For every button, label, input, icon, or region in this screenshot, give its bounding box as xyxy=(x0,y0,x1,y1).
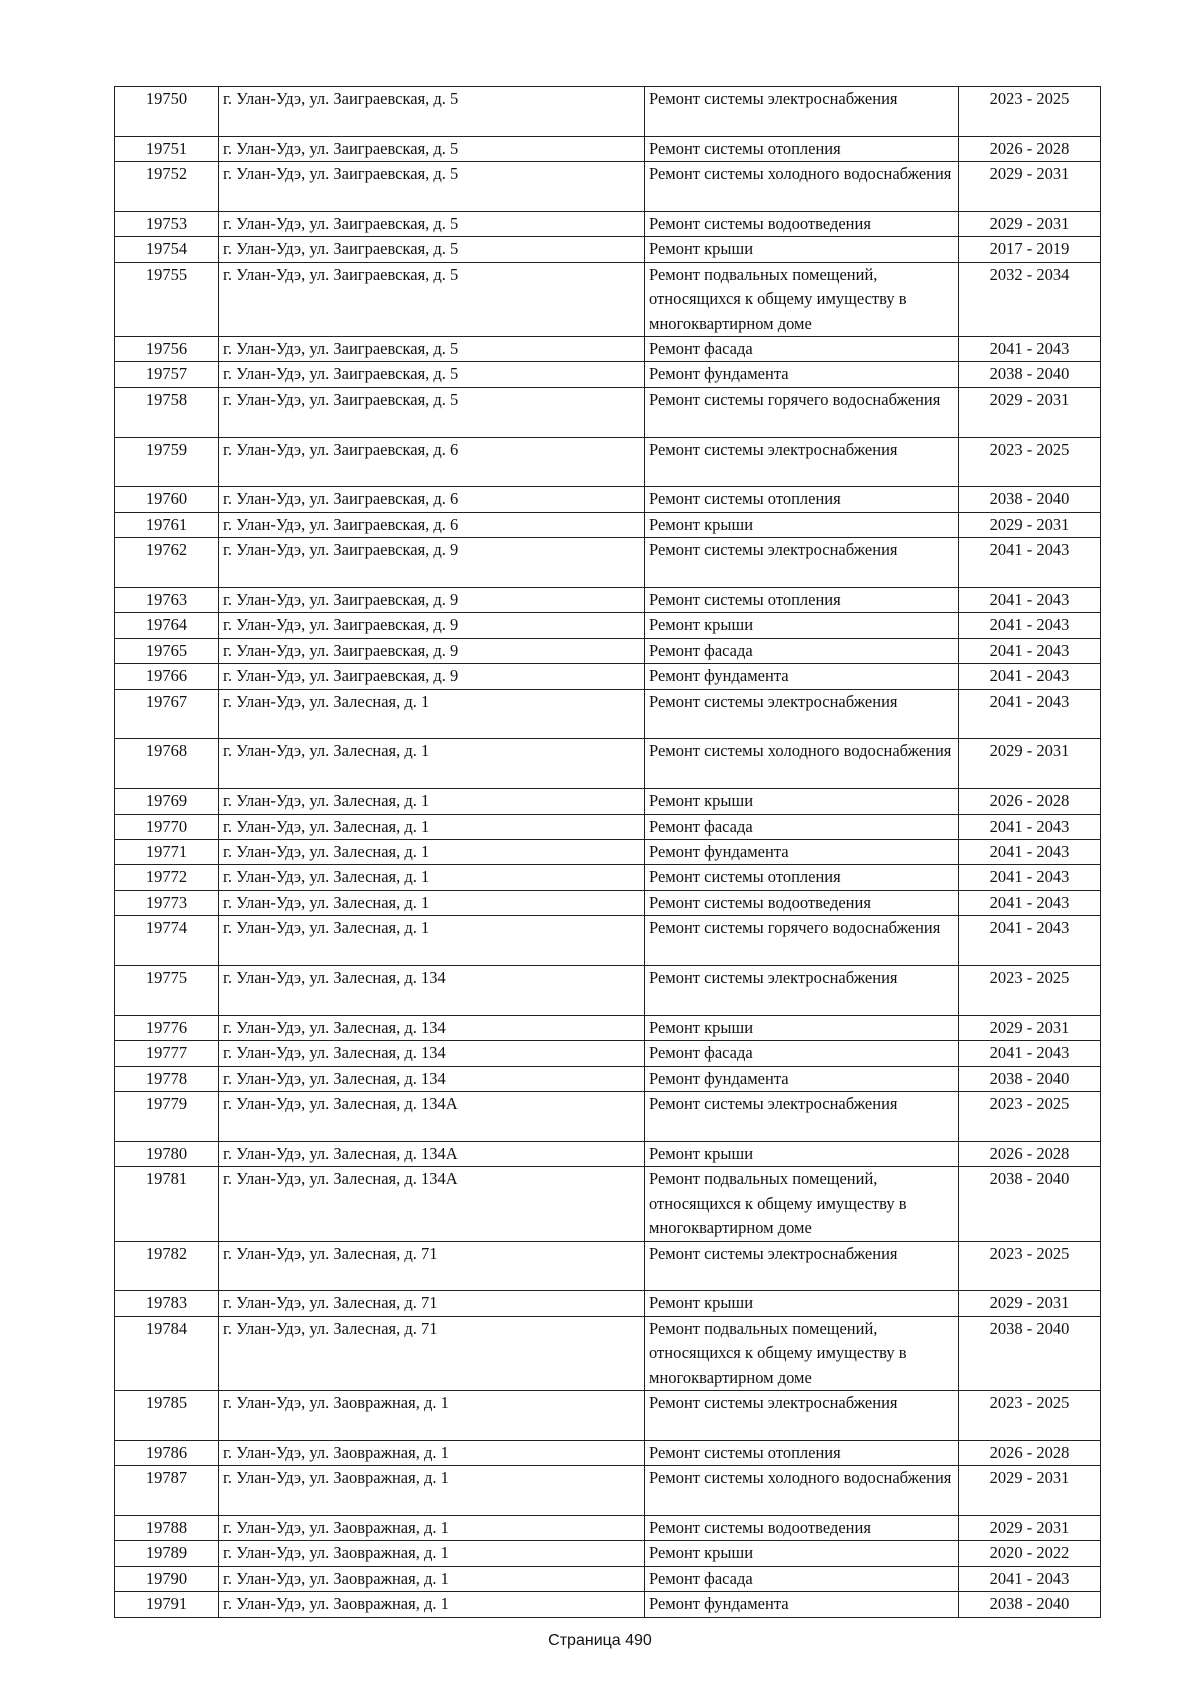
address-cell: г. Улан-Удэ, ул. Залесная, д. 71 xyxy=(219,1316,645,1390)
row-number-cell: 19783 xyxy=(115,1291,219,1316)
row-number-cell: 19757 xyxy=(115,362,219,387)
table-row xyxy=(115,1041,1101,1066)
row-number-cell: 19775 xyxy=(115,966,219,1016)
row-number-cell: 19770 xyxy=(115,814,219,839)
work-type-cell: Ремонт крыши xyxy=(645,613,959,638)
period-cell: 2029 - 2031 xyxy=(959,1015,1101,1040)
work-type-cell: Ремонт крыши xyxy=(645,512,959,537)
address-cell: г. Улан-Удэ, ул. Заиграевская, д. 9 xyxy=(219,613,645,638)
row-number-cell: 19784 xyxy=(115,1316,219,1390)
period-cell: 2041 - 2043 xyxy=(959,1566,1101,1591)
work-type-cell: Ремонт системы водоотведения xyxy=(645,890,959,915)
address-cell: г. Улан-Удэ, ул. Заиграевская, д. 5 xyxy=(219,136,645,161)
work-type-cell: Ремонт крыши xyxy=(645,237,959,262)
table-row xyxy=(115,437,1101,487)
work-type-cell: Ремонт системы холодного водоснабжения xyxy=(645,1466,959,1516)
address-cell: г. Улан-Удэ, ул. Заовражная, д. 1 xyxy=(219,1440,645,1465)
period-cell: 2041 - 2043 xyxy=(959,613,1101,638)
address-cell: г. Улан-Удэ, ул. Залесная, д. 134 xyxy=(219,1015,645,1040)
address-cell: г. Улан-Удэ, ул. Заиграевская, д. 9 xyxy=(219,638,645,663)
row-number-cell: 19788 xyxy=(115,1515,219,1540)
period-cell: 2032 - 2034 xyxy=(959,262,1101,336)
period-cell: 2041 - 2043 xyxy=(959,337,1101,362)
row-number-cell: 19791 xyxy=(115,1592,219,1617)
work-type-cell: Ремонт системы холодного водоснабжения xyxy=(645,162,959,212)
work-type-cell: Ремонт системы электроснабжения xyxy=(645,966,959,1016)
address-cell: г. Улан-Удэ, ул. Заиграевская, д. 6 xyxy=(219,512,645,537)
work-type-cell: Ремонт фундамента xyxy=(645,1066,959,1091)
address-cell: г. Улан-Удэ, ул. Заиграевская, д. 9 xyxy=(219,538,645,588)
work-type-cell: Ремонт системы электроснабжения xyxy=(645,1390,959,1440)
table-row xyxy=(115,689,1101,739)
work-type-cell: Ремонт крыши xyxy=(645,1015,959,1040)
work-type-cell: Ремонт фундамента xyxy=(645,840,959,865)
address-cell: г. Улан-Удэ, ул. Залесная, д. 1 xyxy=(219,916,645,966)
period-cell: 2029 - 2031 xyxy=(959,1466,1101,1516)
work-type-cell: Ремонт фасада xyxy=(645,638,959,663)
table-row xyxy=(115,162,1101,212)
address-cell: г. Улан-Удэ, ул. Заиграевская, д. 5 xyxy=(219,362,645,387)
period-cell: 2041 - 2043 xyxy=(959,890,1101,915)
table-row xyxy=(115,487,1101,512)
row-number-cell: 19753 xyxy=(115,212,219,237)
period-cell: 2029 - 2031 xyxy=(959,212,1101,237)
address-cell: г. Улан-Удэ, ул. Залесная, д. 134А xyxy=(219,1167,645,1241)
address-cell: г. Улан-Удэ, ул. Заовражная, д. 1 xyxy=(219,1566,645,1591)
row-number-cell: 19789 xyxy=(115,1541,219,1566)
row-number-cell: 19763 xyxy=(115,588,219,613)
period-cell: 2023 - 2025 xyxy=(959,437,1101,487)
period-cell: 2023 - 2025 xyxy=(959,1390,1101,1440)
address-cell: г. Улан-Удэ, ул. Заовражная, д. 1 xyxy=(219,1466,645,1516)
row-number-cell: 19752 xyxy=(115,162,219,212)
table-row xyxy=(115,1566,1101,1591)
row-number-cell: 19762 xyxy=(115,538,219,588)
row-number-cell: 19754 xyxy=(115,237,219,262)
work-type-cell: Ремонт системы отопления xyxy=(645,588,959,613)
period-cell: 2041 - 2043 xyxy=(959,588,1101,613)
address-cell: г. Улан-Удэ, ул. Залесная, д. 1 xyxy=(219,739,645,789)
row-number-cell: 19785 xyxy=(115,1390,219,1440)
address-cell: г. Улан-Удэ, ул. Залесная, д. 71 xyxy=(219,1241,645,1291)
row-number-cell: 19773 xyxy=(115,890,219,915)
address-cell: г. Улан-Удэ, ул. Залесная, д. 71 xyxy=(219,1291,645,1316)
period-cell: 2029 - 2031 xyxy=(959,512,1101,537)
period-cell: 2038 - 2040 xyxy=(959,1592,1101,1617)
period-cell: 2026 - 2028 xyxy=(959,789,1101,814)
table-row xyxy=(115,1141,1101,1166)
row-number-cell: 19786 xyxy=(115,1440,219,1465)
work-type-cell: Ремонт системы электроснабжения xyxy=(645,1092,959,1142)
period-cell: 2038 - 2040 xyxy=(959,1066,1101,1091)
address-cell: г. Улан-Удэ, ул. Залесная, д. 134 xyxy=(219,1041,645,1066)
work-type-cell: Ремонт системы отопления xyxy=(645,136,959,161)
period-cell: 2029 - 2031 xyxy=(959,1291,1101,1316)
repair-schedule-table xyxy=(114,86,1101,1618)
row-number-cell: 19774 xyxy=(115,916,219,966)
period-cell: 2017 - 2019 xyxy=(959,237,1101,262)
page-number: Страница 490 xyxy=(548,1632,652,1649)
row-number-cell: 19765 xyxy=(115,638,219,663)
address-cell: г. Улан-Удэ, ул. Залесная, д. 134А xyxy=(219,1092,645,1142)
row-number-cell: 19780 xyxy=(115,1141,219,1166)
period-cell: 2029 - 2031 xyxy=(959,387,1101,437)
row-number-cell: 19776 xyxy=(115,1015,219,1040)
table-row xyxy=(115,237,1101,262)
row-number-cell: 19777 xyxy=(115,1041,219,1066)
table-row xyxy=(115,1066,1101,1091)
period-cell: 2029 - 2031 xyxy=(959,739,1101,789)
period-cell: 2038 - 2040 xyxy=(959,1167,1101,1241)
address-cell: г. Улан-Удэ, ул. Заиграевская, д. 5 xyxy=(219,162,645,212)
work-type-cell: Ремонт подвальных помещений, относящихся к общему имуществу в многоквартирном доме xyxy=(645,1167,959,1241)
address-cell: г. Улан-Удэ, ул. Залесная, д. 134 xyxy=(219,1066,645,1091)
work-type-cell: Ремонт подвальных помещений, относящихся к общему имуществу в многоквартирном доме xyxy=(645,1316,959,1390)
address-cell: г. Улан-Удэ, ул. Заиграевская, д. 5 xyxy=(219,212,645,237)
address-cell: г. Улан-Удэ, ул. Залесная, д. 1 xyxy=(219,890,645,915)
address-cell: г. Улан-Удэ, ул. Заовражная, д. 1 xyxy=(219,1541,645,1566)
row-number-cell: 19755 xyxy=(115,262,219,336)
table-row xyxy=(115,1241,1101,1291)
row-number-cell: 19782 xyxy=(115,1241,219,1291)
table-row xyxy=(115,1167,1101,1241)
address-cell: г. Улан-Удэ, ул. Залесная, д. 1 xyxy=(219,840,645,865)
table-row xyxy=(115,916,1101,966)
row-number-cell: 19760 xyxy=(115,487,219,512)
row-number-cell: 19781 xyxy=(115,1167,219,1241)
address-cell: г. Улан-Удэ, ул. Заиграевская, д. 5 xyxy=(219,87,645,137)
address-cell: г. Улан-Удэ, ул. Заиграевская, д. 6 xyxy=(219,437,645,487)
row-number-cell: 19766 xyxy=(115,664,219,689)
row-number-cell: 19779 xyxy=(115,1092,219,1142)
table-row xyxy=(115,512,1101,537)
period-cell: 2029 - 2031 xyxy=(959,162,1101,212)
period-cell: 2041 - 2043 xyxy=(959,638,1101,663)
table-row xyxy=(115,1316,1101,1390)
work-type-cell: Ремонт системы отопления xyxy=(645,1440,959,1465)
period-cell: 2041 - 2043 xyxy=(959,538,1101,588)
table-row xyxy=(115,966,1101,1016)
address-cell: г. Улан-Удэ, ул. Залесная, д. 1 xyxy=(219,689,645,739)
address-cell: г. Улан-Удэ, ул. Заиграевская, д. 6 xyxy=(219,487,645,512)
table-row xyxy=(115,814,1101,839)
work-type-cell: Ремонт фасада xyxy=(645,814,959,839)
work-type-cell: Ремонт системы водоотведения xyxy=(645,1515,959,1540)
address-cell: г. Улан-Удэ, ул. Заиграевская, д. 5 xyxy=(219,262,645,336)
period-cell: 2041 - 2043 xyxy=(959,664,1101,689)
table-row xyxy=(115,1291,1101,1316)
table-row xyxy=(115,262,1101,336)
work-type-cell: Ремонт крыши xyxy=(645,1541,959,1566)
address-cell: г. Улан-Удэ, ул. Залесная, д. 1 xyxy=(219,865,645,890)
table-row xyxy=(115,664,1101,689)
period-cell: 2029 - 2031 xyxy=(959,1515,1101,1540)
table-row xyxy=(115,638,1101,663)
address-cell: г. Улан-Удэ, ул. Заиграевская, д. 5 xyxy=(219,387,645,437)
table-row xyxy=(115,865,1101,890)
table-row xyxy=(115,1515,1101,1540)
work-type-cell: Ремонт системы горячего водоснабжения xyxy=(645,916,959,966)
period-cell: 2038 - 2040 xyxy=(959,487,1101,512)
table-row xyxy=(115,337,1101,362)
table-row xyxy=(115,1390,1101,1440)
period-cell: 2023 - 2025 xyxy=(959,1092,1101,1142)
address-cell: г. Улан-Удэ, ул. Залесная, д. 1 xyxy=(219,814,645,839)
table-row xyxy=(115,1541,1101,1566)
address-cell: г. Улан-Удэ, ул. Залесная, д. 1 xyxy=(219,789,645,814)
row-number-cell: 19771 xyxy=(115,840,219,865)
period-cell: 2041 - 2043 xyxy=(959,1041,1101,1066)
table-row xyxy=(115,387,1101,437)
address-cell: г. Улан-Удэ, ул. Залесная, д. 134 xyxy=(219,966,645,1016)
row-number-cell: 19769 xyxy=(115,789,219,814)
table-row xyxy=(115,1092,1101,1142)
work-type-cell: Ремонт крыши xyxy=(645,1141,959,1166)
row-number-cell: 19759 xyxy=(115,437,219,487)
row-number-cell: 19767 xyxy=(115,689,219,739)
address-cell: г. Улан-Удэ, ул. Заиграевская, д. 5 xyxy=(219,337,645,362)
table-row xyxy=(115,588,1101,613)
period-cell: 2026 - 2028 xyxy=(959,1141,1101,1166)
table-row xyxy=(115,136,1101,161)
work-type-cell: Ремонт крыши xyxy=(645,1291,959,1316)
table-row xyxy=(115,739,1101,789)
period-cell: 2041 - 2043 xyxy=(959,865,1101,890)
table-row xyxy=(115,1440,1101,1465)
table-row xyxy=(115,538,1101,588)
work-type-cell: Ремонт системы электроснабжения xyxy=(645,1241,959,1291)
table-row xyxy=(115,1466,1101,1516)
address-cell: г. Улан-Удэ, ул. Заовражная, д. 1 xyxy=(219,1390,645,1440)
work-type-cell: Ремонт системы водоотведения xyxy=(645,212,959,237)
table-row xyxy=(115,789,1101,814)
work-type-cell: Ремонт фундамента xyxy=(645,1592,959,1617)
period-cell: 2023 - 2025 xyxy=(959,966,1101,1016)
table-body xyxy=(115,87,1101,1618)
row-number-cell: 19756 xyxy=(115,337,219,362)
work-type-cell: Ремонт фундамента xyxy=(645,362,959,387)
row-number-cell: 19758 xyxy=(115,387,219,437)
period-cell: 2020 - 2022 xyxy=(959,1541,1101,1566)
table-row xyxy=(115,87,1101,137)
work-type-cell: Ремонт фасада xyxy=(645,1041,959,1066)
work-type-cell: Ремонт системы отопления xyxy=(645,487,959,512)
row-number-cell: 19778 xyxy=(115,1066,219,1091)
work-type-cell: Ремонт фасада xyxy=(645,337,959,362)
row-number-cell: 19750 xyxy=(115,87,219,137)
row-number-cell: 19761 xyxy=(115,512,219,537)
row-number-cell: 19764 xyxy=(115,613,219,638)
work-type-cell: Ремонт крыши xyxy=(645,789,959,814)
work-type-cell: Ремонт фундамента xyxy=(645,664,959,689)
period-cell: 2038 - 2040 xyxy=(959,1316,1101,1390)
row-number-cell: 19790 xyxy=(115,1566,219,1591)
work-type-cell: Ремонт системы горячего водоснабжения xyxy=(645,387,959,437)
period-cell: 2026 - 2028 xyxy=(959,1440,1101,1465)
period-cell: 2041 - 2043 xyxy=(959,916,1101,966)
address-cell: г. Улан-Удэ, ул. Заиграевская, д. 9 xyxy=(219,664,645,689)
table-row xyxy=(115,613,1101,638)
table-row xyxy=(115,212,1101,237)
row-number-cell: 19787 xyxy=(115,1466,219,1516)
work-type-cell: Ремонт подвальных помещений, относящихся к общему имуществу в многоквартирном доме xyxy=(645,262,959,336)
period-cell: 2026 - 2028 xyxy=(959,136,1101,161)
address-cell: г. Улан-Удэ, ул. Заиграевская, д. 5 xyxy=(219,237,645,262)
period-cell: 2023 - 2025 xyxy=(959,87,1101,137)
table-row xyxy=(115,1015,1101,1040)
table-row xyxy=(115,1592,1101,1617)
period-cell: 2023 - 2025 xyxy=(959,1241,1101,1291)
work-type-cell: Ремонт системы холодного водоснабжения xyxy=(645,739,959,789)
work-type-cell: Ремонт системы отопления xyxy=(645,865,959,890)
period-cell: 2038 - 2040 xyxy=(959,362,1101,387)
row-number-cell: 19772 xyxy=(115,865,219,890)
address-cell: г. Улан-Удэ, ул. Заиграевская, д. 9 xyxy=(219,588,645,613)
work-type-cell: Ремонт системы электроснабжения xyxy=(645,437,959,487)
period-cell: 2041 - 2043 xyxy=(959,689,1101,739)
address-cell: г. Улан-Удэ, ул. Залесная, д. 134А xyxy=(219,1141,645,1166)
work-type-cell: Ремонт фасада xyxy=(645,1566,959,1591)
work-type-cell: Ремонт системы электроснабжения xyxy=(645,87,959,137)
table-row xyxy=(115,840,1101,865)
address-cell: г. Улан-Удэ, ул. Заовражная, д. 1 xyxy=(219,1515,645,1540)
row-number-cell: 19751 xyxy=(115,136,219,161)
period-cell: 2041 - 2043 xyxy=(959,840,1101,865)
work-type-cell: Ремонт системы электроснабжения xyxy=(645,689,959,739)
table-row xyxy=(115,362,1101,387)
period-cell: 2041 - 2043 xyxy=(959,814,1101,839)
work-type-cell: Ремонт системы электроснабжения xyxy=(645,538,959,588)
address-cell: г. Улан-Удэ, ул. Заовражная, д. 1 xyxy=(219,1592,645,1617)
table-row xyxy=(115,890,1101,915)
row-number-cell: 19768 xyxy=(115,739,219,789)
